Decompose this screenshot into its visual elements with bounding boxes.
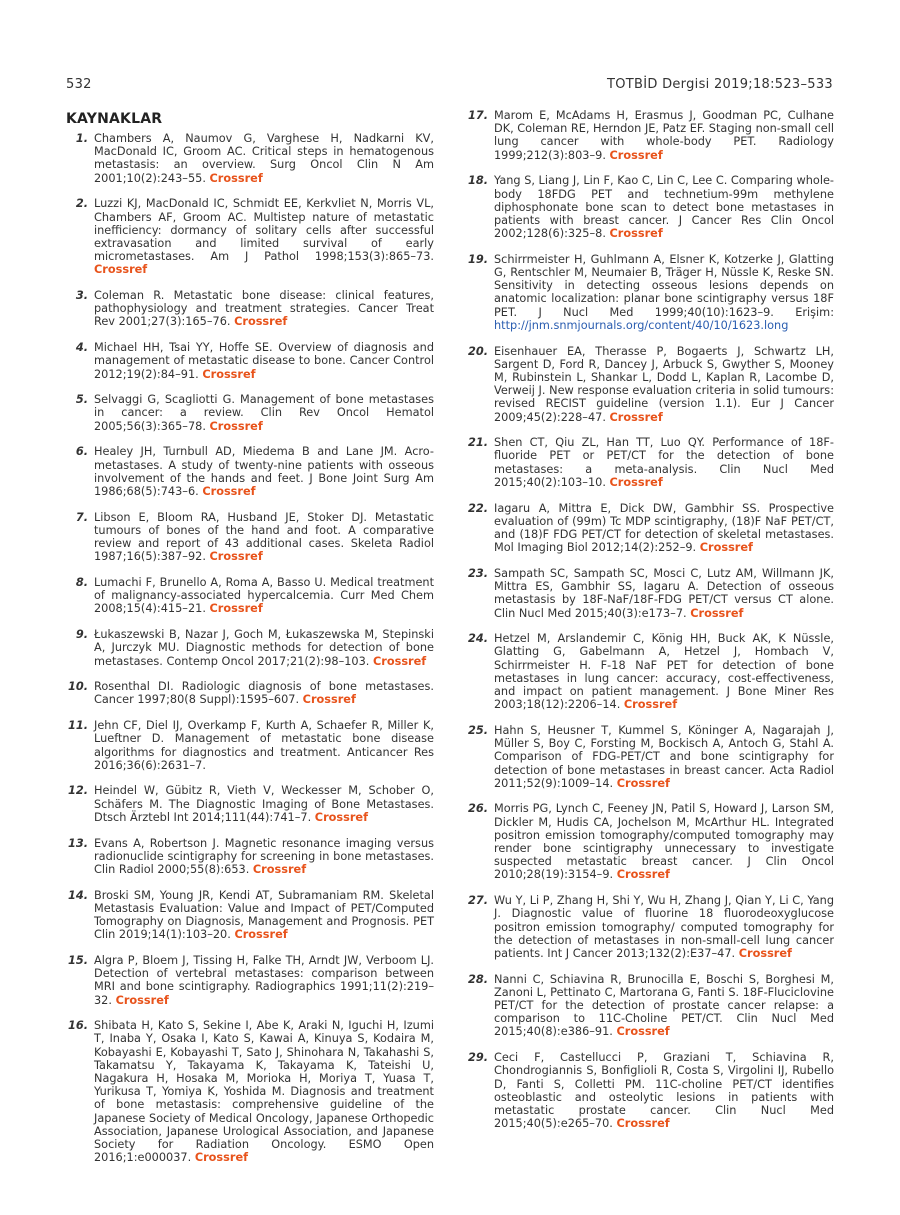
reference-item [66, 289, 434, 329]
references-right-column [466, 109, 834, 1143]
reference-citation: Nanni C, Schiavina R, Brunocilla E, Boschi S, Borghesi M, Zanoni L, Pettinato C, Martorana G, Fanti S. 18F-Fluciclovine PET/CT for the detection of prostate cancer relapse: a comparison to 11C-Choline PET/CT. Clin Nucl Med 2015;40(8):e386–91. [494, 972, 834, 1039]
reference-text [494, 345, 834, 424]
reference-number: 29. [467, 1051, 488, 1065]
reference-item [466, 1051, 834, 1130]
reference-item [466, 973, 834, 1039]
crossref-link[interactable]: Crossref [690, 606, 744, 620]
crossref-link[interactable]: Crossref [616, 1025, 670, 1039]
reference-text [94, 576, 434, 616]
reference-text [494, 567, 834, 620]
reference-number: 2. [75, 197, 88, 211]
crossref-link[interactable]: Crossref [94, 263, 148, 277]
reference-citation: Healey JH, Turnbull AD, Miedema B and Lane JM. Acro-metastases. A study of twenty-nine patients with osseous involvement of the hands and feet. J Bone Joint Surg Am 1986;68(5):743–6. [94, 445, 434, 498]
reference-citation: Chambers A, Naumov G, Varghese H, Nadkarni KV, MacDonald IC, Groom AC. Critical steps in hematogenous metastasis: an overview. Surg Oncol Clin N Am 2001;10(2):243–55. [94, 132, 434, 185]
reference-item [66, 889, 434, 942]
reference-citation: Shen CT, Qiu ZL, Han TT, Luo QY. Performance of 18F-fluoride PET or PET/CT for the detection of bone metastases: a meta-analysis. Clin Nucl Med 2015;40(2):103–10. [494, 436, 834, 489]
crossref-link[interactable]: Crossref [609, 227, 663, 241]
reference-number: 10. [67, 680, 88, 694]
reference-item [66, 719, 434, 772]
crossref-link[interactable]: Crossref [209, 602, 263, 616]
reference-text [94, 289, 434, 329]
reference-item [66, 837, 434, 877]
reference-text [94, 132, 434, 185]
page-number: 532 [66, 77, 92, 92]
crossref-link[interactable]: Crossref [609, 148, 663, 162]
crossref-link[interactable]: Crossref [738, 946, 792, 960]
reference-item [466, 502, 834, 555]
reference-text [494, 253, 834, 332]
reference-number: 9. [75, 628, 88, 642]
references-left-column [66, 132, 434, 1177]
reference-number: 1. [75, 132, 88, 145]
reference-text [494, 1051, 834, 1130]
reference-text [494, 632, 834, 711]
reference-citation: Libson E, Bloom RA, Husband JE, Stoker DJ. Metastatic tumours of bones of the hand and foot. A comparative review and report of 43 additional cases. Skeleta Radiol 1987;16(5):387–92. [94, 510, 434, 564]
reference-citation: Schirrmeister H, Guhlmann A, Elsner K, Kotzerke J, Glatting G, Rentschler M, Neumaier B, Träger H, Nüssle K, Reske SN. Sensitivity in detecting osseous lesions depends on anatomic localization: planar bone scintigraphy versus 18F PET. J Nucl Med 1999;40(10):1623–9. Erişim: [494, 252, 834, 319]
reference-text [94, 393, 434, 433]
reference-citation: Sampath SC, Sampath SC, Mosci C, Lutz AM, Willmann JK, Mittra ES, Gambhir SS, Iagaru A. Detection of osseous metastasis by 18F-NaF/18F-FDG PET/CT versus CT alone. Clin Nucl Med 2015;40(3):e173–7. [494, 566, 834, 620]
crossref-link[interactable]: Crossref [616, 776, 670, 790]
reference-number: 27. [467, 894, 488, 908]
reference-item [66, 341, 434, 381]
crossref-link[interactable]: Crossref [209, 171, 263, 185]
reference-number: 20. [467, 344, 488, 358]
crossref-link[interactable]: Crossref [314, 810, 369, 824]
journal-citation: TOTBİD Dergisi 2019;18:523–533 [606, 77, 833, 92]
reference-number: 17. [467, 109, 488, 122]
reference-text [94, 197, 434, 276]
reference-citation: Jehn CF, Diel IJ, Overkamp F, Kurth A, Schaefer R, Miller K, Lueftner D. Management of metastatic bone disease algorithms for diagnostics and treatment. Anticancer Res 2016;36(6):2631–7. [94, 719, 434, 772]
reference-number: 16. [67, 1019, 88, 1033]
crossref-link[interactable]: Crossref [209, 550, 263, 564]
reference-text [494, 724, 834, 790]
reference-text [94, 511, 434, 564]
crossref-link[interactable]: Crossref [115, 993, 169, 1007]
reference-item [466, 345, 834, 424]
crossref-link[interactable]: Crossref [202, 367, 256, 381]
reference-item [466, 802, 834, 881]
reference-number: 28. [467, 972, 488, 986]
reference-citation: Lumachi F, Brunello A, Roma A, Basso U. Medical treatment of malignancy-associated hypercalcemia. Curr Med Chem 2008;15(4):415–21. [94, 575, 434, 616]
reference-item [66, 784, 434, 824]
reference-text [94, 954, 434, 1007]
reference-item [466, 109, 834, 162]
reference-item [66, 1019, 434, 1164]
reference-text [94, 719, 434, 772]
crossref-link[interactable]: Crossref [609, 410, 663, 424]
reference-citation: Yang S, Liang J, Lin F, Kao C, Lin C, Lee C. Comparing whole-body 18FDG PET and technetium-99m methylene diphosphonate bone scan to detect bone metastases in patients with breast cancer. J Cancer Res Clin Oncol 2002;128(6):325–8. [494, 174, 834, 241]
reference-item [66, 628, 434, 668]
reference-number: 13. [67, 836, 88, 850]
reference-citation: Michael HH, Tsai YY, Hoffe SE. Overview of diagnosis and management of metastatic disease to bone. Cancer Control 2012;19(2):84–91. [94, 341, 434, 381]
reference-text [494, 174, 834, 240]
reference-text [94, 889, 434, 942]
reference-number: 19. [467, 252, 488, 266]
reference-citation: Marom E, McAdams H, Erasmus J, Goodman PC, Culhane DK, Coleman RE, Herndon JE, Patz EF. Staging non-small cell lung cancer with whole-body PET. Radiology 1999;212(3):803–9. [494, 109, 834, 162]
reference-citation: Wu Y, Li P, Zhang H, Shi Y, Wu H, Zhang J, Qian Y, Li C, Yang J. Diagnostic value of fluorine 18 fluorodeoxyglucose positron emission tomography/ computed tomography for the detection of metastases in non-small-cell lung cancer patients. Int J Cancer 2013;132(2):E37–47. [494, 894, 834, 960]
reference-item [66, 197, 434, 276]
reference-text [94, 341, 434, 381]
crossref-link[interactable]: Crossref [623, 698, 678, 712]
reference-item [66, 393, 434, 433]
reference-number: 26. [467, 802, 488, 816]
reference-text [494, 109, 834, 162]
reference-citation: Algra P, Bloem J, Tissing H, Falke TH, Arndt JW, Verboom LJ. Detection of vertebral metastases: comparison between MRI and bone scintigraphy. Radiographics 1991;11(2):219–32. [94, 953, 434, 1007]
crossref-link[interactable]: Crossref [194, 1151, 249, 1165]
reference-citation: Luzzi KJ, MacDonald IC, Schmidt EE, Kerkvliet N, Morris VL, Chambers AF, Groom AC. Multistep nature of metastatic inefficiency: dormancy of solitary cells after successful extravasation and limited survival of early micrometastases. Am J Pathol 1998;153(3):865–73. [94, 197, 434, 264]
reference-text [494, 502, 834, 555]
reference-text [94, 628, 434, 668]
reference-item [66, 511, 434, 564]
reference-number: 18. [467, 174, 488, 188]
reference-number: 22. [467, 501, 488, 515]
reference-text [494, 802, 834, 881]
reference-text [494, 973, 834, 1039]
reference-item [466, 174, 834, 240]
crossref-link[interactable]: Crossref [302, 693, 356, 707]
crossref-link[interactable]: Crossref [234, 315, 288, 329]
crossref-link[interactable]: Crossref [616, 1117, 670, 1131]
reference-item [466, 724, 834, 790]
crossref-link[interactable]: Crossref [699, 541, 753, 555]
reference-item [66, 445, 434, 498]
reference-number: 4. [75, 341, 88, 355]
reference-item [66, 132, 434, 185]
reference-citation: Evans A, Robertson J. Magnetic resonance imaging versus radionuclide scintigraphy for screening in bone metastases. Clin Radiol 2000;55(8):653. [94, 836, 434, 876]
reference-citation: Shibata H, Kato S, Sekine I, Abe K, Araki N, Iguchi H, Izumi T, Inaba Y, Osaka I, Kato S, Kawai A, Kinuya S, Kodaira M, Kobayashi E, Kobayashi T, Sato J, Shinohara N, Takahashi S, Takamatsu Y, Takayama K, Takayama K, Tateishi U, Nagakura H, Hosaka M, Morioka H, Moriya T, Yuasa T, Yurikusa T, Yomiya K, Yoshida M. Diagnosis and treatment of bone metastasis: comprehensive guideline of the Japanese Society of Medical Oncology, Japanese Orthopedic Association, Japanese Urological Association, and Japanese Society for Radiation Oncology. ESMO Open 2016;1:e000037. [94, 1019, 434, 1165]
reference-citation: Rosenthal DI. Radiologic diagnosis of bone metastases. Cancer 1997;80(8 Suppl):1595–607. [94, 680, 434, 707]
reference-citation: Morris PG, Lynch C, Feeney JN, Patil S, Howard J, Larson SM, Dickler M, Hudis CA, Jochelson M, McArthur HL. Integrated positron emission tomography/computed tomography may render bone scintigraphy unnecessary to investigate suspected metastatic breast cancer. J Clin Oncol 2010;28(19):3154–9. [494, 802, 834, 882]
reference-text [494, 436, 834, 489]
reference-number: 21. [467, 436, 488, 450]
reference-text [94, 1019, 434, 1164]
reference-text [94, 784, 434, 824]
crossref-link[interactable]: Crossref [616, 868, 670, 882]
reference-item [466, 567, 834, 620]
reference-citation: Eisenhauer EA, Therasse P, Bogaerts J, Schwartz LH, Sargent D, Ford R, Dancey J, Arbuck S, Gwyther S, Mooney M, Rubinstein L, Shankar L, Dodd L, Kaplan R, Lacombe D, Verweij J. New response evaluation criteria in solid tumours: revised RECIST guideline (version 1.1). Eur J Cancer 2009;45(2):228–47. [494, 344, 834, 424]
reference-number: 5. [75, 393, 88, 407]
reference-citation: Hahn S, Heusner T, Kummel S, Köninger A, Nagarajah J, Müller S, Boy C, Forsting M, Bockisch A, Antoch G, Stahl A. Comparison of FDG-PET/CT and bone scintigraphy for detection of bone metastases in breast cancer. Acta Radiol 2011;52(9):1009–14. [494, 723, 834, 790]
reference-number: 14. [67, 888, 88, 902]
reference-citation: Coleman R. Metastatic bone disease: clinical features, pathophysiology and treatment strategies. Cancer Treat Rev 2001;27(3):165–76. [94, 289, 434, 329]
reference-text [94, 837, 434, 877]
reference-citation: Heindel W, Gübitz R, Vieth V, Weckesser M, Schober O, Schäfers M. The Diagnostic Imaging of Bone Metastases. Dtsch Ärztebl Int 2014;111(44):741–7. [94, 784, 434, 824]
reference-citation: Broski SM, Young JR, Kendi AT, Subramaniam RM. Skeletal Metastasis Evaluation: Value and Impact of PET/Computed Tomography on Diagnosis, Management and Prognosis. PET Clin 2019;14(1):103–20. [94, 888, 434, 942]
reference-text [494, 894, 834, 960]
crossref-link[interactable]: Crossref [372, 654, 427, 668]
reference-number: 23. [467, 566, 488, 580]
reference-number: 7. [75, 510, 88, 524]
reference-item [466, 253, 834, 332]
crossref-link[interactable]: Crossref [609, 475, 663, 489]
crossref-link[interactable]: Crossref [234, 928, 288, 942]
reference-number: 3. [75, 289, 88, 303]
references-heading: KAYNAKLAR [66, 111, 163, 127]
reference-number: 8. [75, 575, 88, 589]
reference-number: 12. [67, 784, 88, 798]
reference-item [466, 894, 834, 960]
reference-number: 15. [67, 953, 88, 967]
reference-citation: Ceci F, Castellucci P, Graziani T, Schiavina R, Chondrogiannis S, Bonfiglioli R, Costa S, Virgolini IJ, Rubello D, Fanti S, Colletti PM. 11C-choline PET/CT identifies osteoblastic and osteolytic lesions in patients with metastatic prostate cancer. Clin Nucl Med 2015;40(5):e265–70. [494, 1051, 834, 1131]
reference-number: 6. [75, 445, 88, 459]
reference-text [94, 445, 434, 498]
reference-text [94, 680, 434, 706]
reference-number: 11. [67, 719, 88, 733]
reference-item [466, 632, 834, 711]
reference-item [466, 436, 834, 489]
reference-url-link[interactable]: http://jnm.snmjournals.org/content/40/10/1623.long [494, 318, 789, 332]
reference-number: 24. [467, 632, 488, 646]
reference-citation: Łukaszewski B, Nazar J, Goch M, Łukaszewska M, Stepinski A, Jurczyk MU. Diagnostic methods for detection of bone metastases. Contemp Oncol 2017;21(2):98–103. [94, 628, 434, 668]
reference-item [66, 576, 434, 616]
reference-item [66, 680, 434, 706]
reference-item [66, 954, 434, 1007]
crossref-link[interactable]: Crossref [252, 862, 307, 876]
reference-citation: Hetzel M, Arslandemir C, König HH, Buck AK, K Nüssle, Glatting G, Gabelmann A, Hetzel J, Hombach V, Schirrmeister H. F-18 NaF PET for detection of bone metastases in lung cancer: accuracy, cost-effectiveness, and impact on patient management. J Bone Miner Res 2003;18(12):2206–14. [494, 632, 834, 712]
reference-citation: Iagaru A, Mittra E, Dick DW, Gambhir SS. Prospective evaluation of (99m) Tc MDP scintigraphy, (18)F NaF PET/CT, and (18)F FDG PET/CT for detection of skeletal metastases. Mol Imaging Biol 2012;14(2):252–9. [494, 501, 834, 555]
reference-citation: Selvaggi G, Scagliotti G. Management of bone metastases in cancer: a review. Clin Rev Oncol Hematol 2005;56(3):365–78. [94, 393, 434, 433]
crossref-link[interactable]: Crossref [209, 419, 263, 433]
reference-number: 25. [467, 723, 488, 737]
crossref-link[interactable]: Crossref [202, 484, 256, 498]
